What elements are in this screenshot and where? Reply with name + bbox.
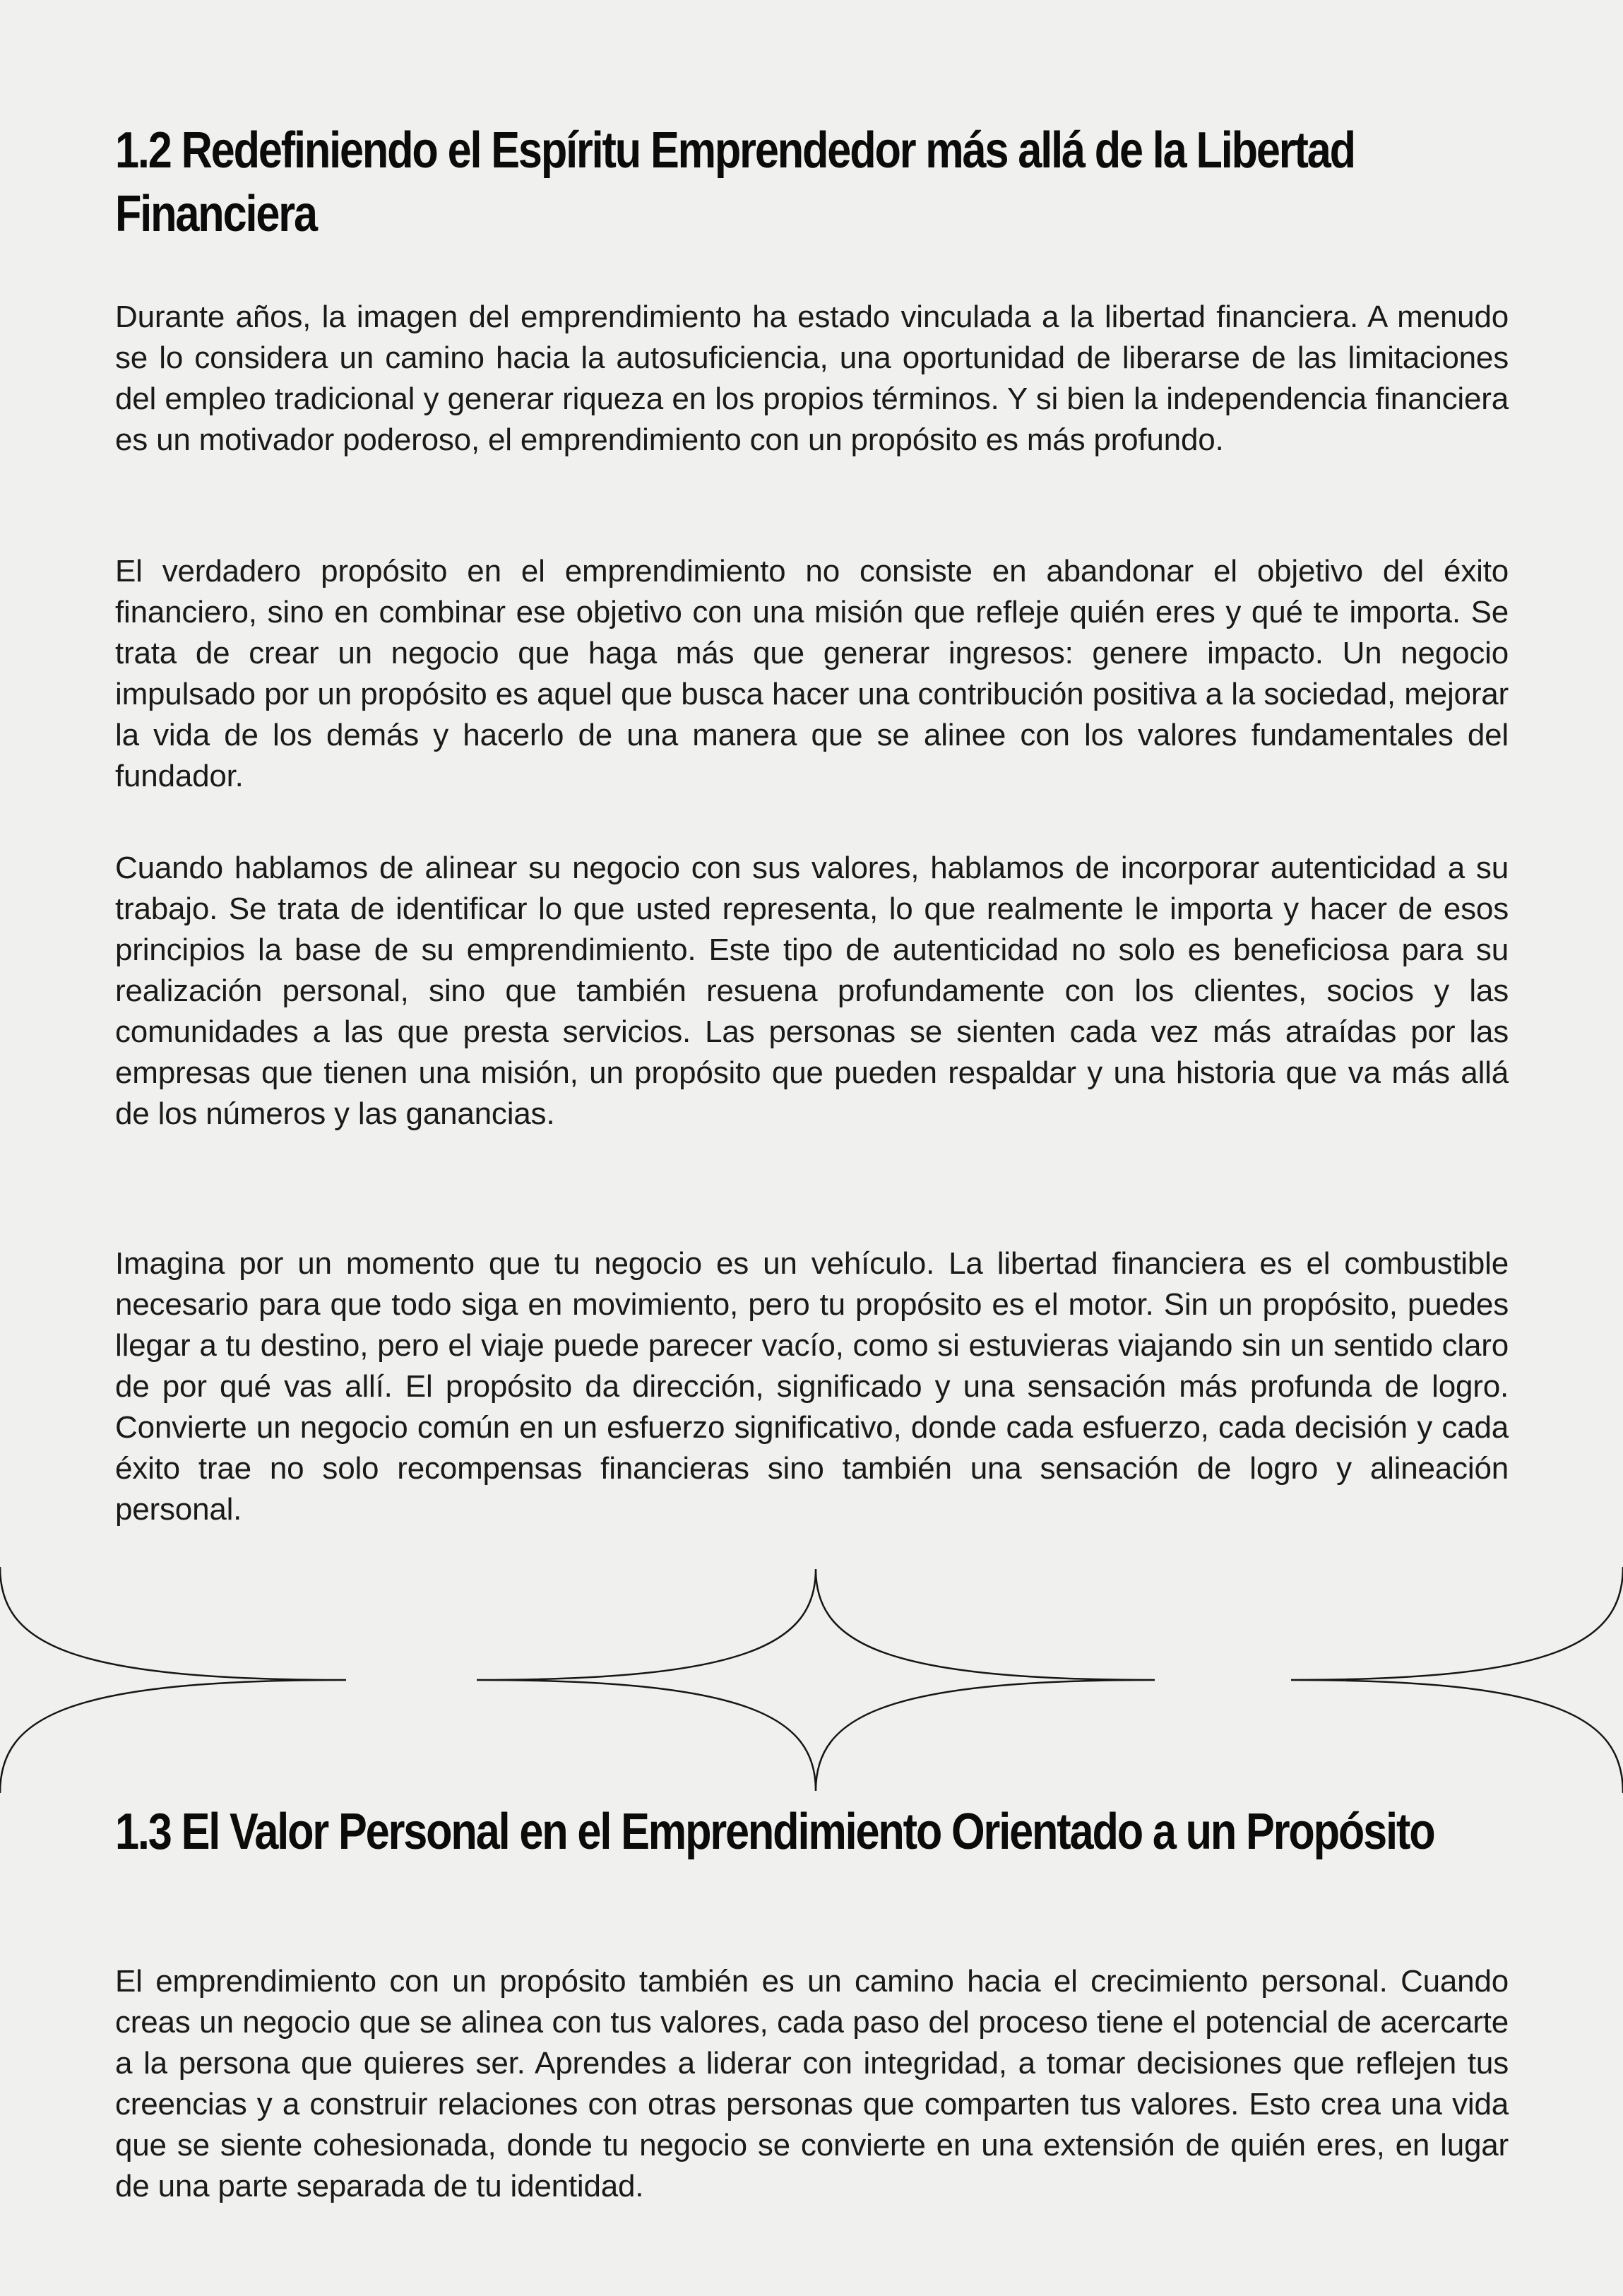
section-1-2-heading: 1.2 Redefiniendo el Espíritu Emprendedor más allá de la Libertad Financiera — [115, 122, 1355, 242]
section-1-2-paragraph-2: El verdadero propósito en el emprendimiento no consiste en abandonar el objetivo del éxito financiero, sino en combinar ese objetivo con una misión que refleje quién eres y qué te importa. Se trata de crear un negocio que haga más que generar ingresos: genere impacto. Un negocio impulsado por un propósito es aquel que busca hacer una contribución positiva a la sociedad, mejorar la vida de los demás y hacerlo de una manera que se alinee con los valores fundamentales del fundador. — [115, 554, 1509, 793]
sparkle-left-icon — [0, 1567, 346, 1793]
sparkle-divider-icon — [0, 1554, 1623, 1809]
section-1-2-paragraph-4: Imagina por un momento que tu negocio es un vehículo. La libertad financiera es el combustible necesario para que todo siga en movimiento, pero tu propósito es el motor. Sin un propósito, puedes llegar a tu destino, pero el viaje puede parecer vacío, como si estuvieras viajando sin un sentido claro de por qué vas allí. El propósito da dirección, significado y una sensación más profunda de logro. Convierte un negocio común en un esfuerzo significativo, donde cada esfuerzo, cada decisión y cada éxito trae no solo recompensas financieras sino también una sensación de logro y alineación personal. — [115, 1246, 1509, 1527]
sparkle-center-icon — [477, 1569, 1155, 1791]
section-1-3-heading: 1.3 El Valor Personal en el Emprendimiento Orientado a un Propósito — [115, 1804, 1434, 1860]
sparkle-right-icon — [1291, 1567, 1623, 1793]
section-1-3-paragraph-1: El emprendimiento con un propósito también es un camino hacia el crecimiento personal. Cuando creas un negocio que se alinea con tus valores, cada paso del proceso tiene el potencial de acercarte a la persona que quieres ser. Aprendes a liderar con integridad, a tomar decisiones que reflejen tus creencias y a construir relaciones con otras personas que comparten tus valores. Esto crea una vida que se siente cohesionada, donde tu negocio se convierte en una extensión de quién eres, en lugar de una parte separada de tu identidad. — [115, 1964, 1509, 2203]
section-1-2-paragraph-3: Cuando hablamos de alinear su negocio con sus valores, hablamos de incorporar autenticidad a su trabajo. Se trata de identificar lo que usted representa, lo que realmente le importa y hacer de esos principios la base de su emprendimiento. Este tipo de autenticidad no solo es beneficiosa para su realización personal, sino que también resuena profundamente con los clientes, socios y las comunidades a las que presta servicios. Las personas se sienten cada vez más atraídas por las empresas que tienen una misión, un propósito que pueden respaldar y una historia que va más allá de los números y las ganancias. — [115, 851, 1509, 1131]
section-1-2-paragraph-1: Durante años, la imagen del emprendimiento ha estado vinculada a la libertad financiera. A menudo se lo considera un camino hacia la autosuficiencia, una oportunidad de liberarse de las limitaciones del empleo tradicional y generar riqueza en los propios términos. Y si bien la independencia financiera es un motivador poderoso, el emprendimiento con un propósito es más profundo. — [115, 300, 1509, 457]
